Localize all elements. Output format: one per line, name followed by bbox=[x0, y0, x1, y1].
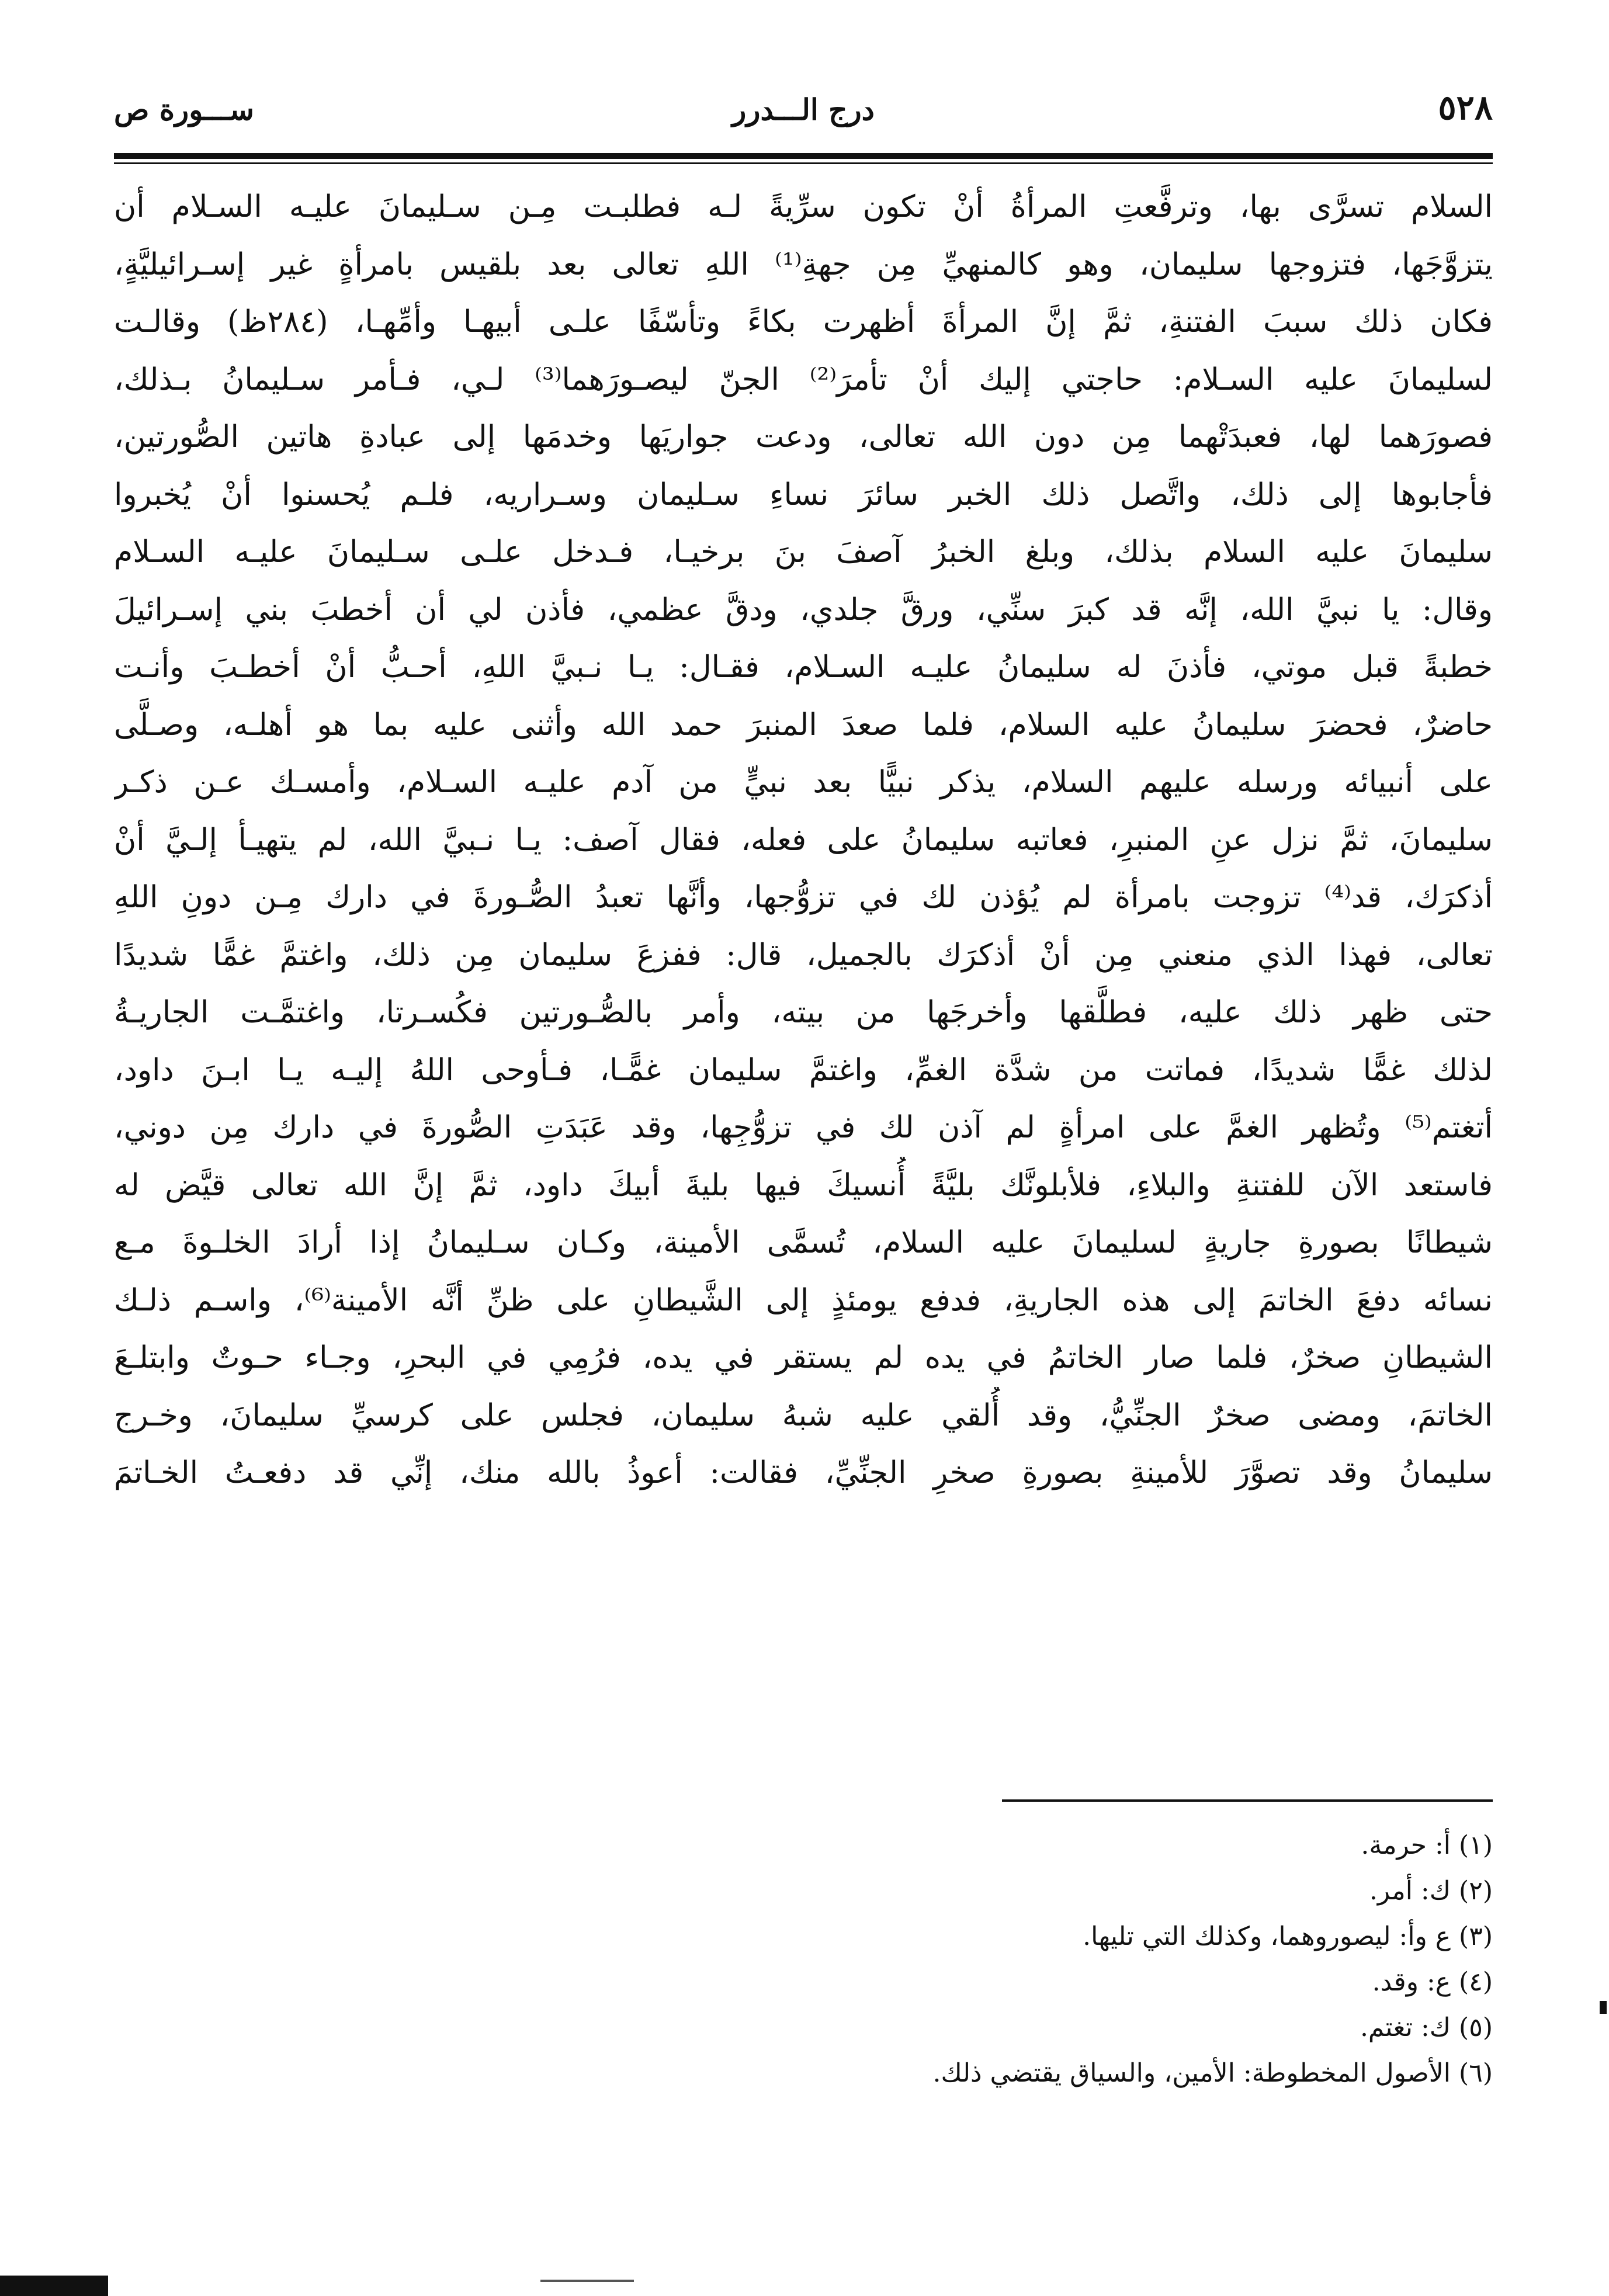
page-number: ٥٢٨ bbox=[1438, 88, 1493, 127]
footnote: (٤) ع: وقد. bbox=[1372, 1967, 1493, 1997]
text-line: نسائه دفعَ الخاتمَ إلى هذه الجاريةِ، فدفع يومئذٍ إلى الشَّيطانِ على ظنِّ أنَّه الأمينة⁽⁶⁾، واسـم ذلـك bbox=[114, 1282, 1493, 1318]
text-line: حتى ظهر ذلك عليه، فطلَّقها وأخرجَها من بيته، وأمر بالصُّـورتين فكُسـرتا، واغتمَّـت الجاريـةُ bbox=[114, 995, 1493, 1030]
text-line: وقال: يا نبيَّ الله، إنَّه قد كبرَ سنِّي، ورقَّ جلدي، ودقَّ عظمي، فأذن لي أن أخطبَ بني إسـرائيلَ bbox=[114, 592, 1493, 627]
body-text bbox=[114, 178, 1493, 1502]
text-line: أتغتم⁽⁵⁾ وتُظهر الغمَّ على امرأةٍ لم آذن لك في تزوُّجِها، وقد عَبَدَتِ الصُّورةَ في دارك مِن دوني، bbox=[114, 1110, 1493, 1145]
text-line: فأجابوها إلى ذلك، واتَّصل ذلك الخبر سائرَ نساءِ سـليمان وسـراريه، فلـم يُحسنوا أنْ يُخبروا bbox=[114, 477, 1493, 512]
footnote: (٣) ع وأ: ليصوروهما، وكذلك التي تليها. bbox=[1083, 1922, 1493, 1951]
footnote: (٢) ك: أمر. bbox=[1369, 1876, 1493, 1906]
text-line: شيطانًا بصورةِ جاريةٍ لسليمانَ عليه السلام، تُسمَّى الأمينة، وكـان سـليمانُ إذا أرادَ الخلـوةَ مـع bbox=[114, 1225, 1493, 1260]
scan-dot-mark bbox=[1600, 2001, 1607, 2014]
text-line: الخاتمَ، ومضى صخرٌ الجنِّيُّ، وقد أُلقي عليه شبهُ سليمان، فجلس على كرسيِّ سليمانَ، وخـرج bbox=[114, 1397, 1493, 1433]
text-line: الشيطانِ صخرٌ، فلما صار الخاتمُ في يده لم يستقر في يده، فرُمِي في البحرِ، وجـاء حـوتٌ وابتلـعَ bbox=[114, 1340, 1493, 1375]
footnotes bbox=[114, 1823, 1493, 2096]
text-line: سليمانُ وقد تصوَّرَ للأمينةِ بصورةِ صخرِ الجنِّيِّ، فقالت: أعوذُ بالله منك، إنِّي قد دفعـتُ الخـاتمَ bbox=[114, 1455, 1493, 1490]
text-line: سليمانَ، ثمَّ نزل عنِ المنبرِ، فعاتبه سليمانُ على فعله، فقال آصف: يـا نـبيَّ الله، لم يتهيـأ إلـيَّ أنْ bbox=[114, 822, 1493, 858]
header-rule-thick bbox=[114, 153, 1493, 159]
text-line: لسليمانَ عليه السـلام: حاجتي إليك أنْ تأمرَ⁽²⁾ الجنّ ليصـورَهما⁽³⁾ لـي، فـأمر سـليمانُ بـذلك، bbox=[114, 362, 1493, 397]
scan-dash-mark bbox=[540, 2280, 634, 2282]
text-line: حاضرٌ، فحضرَ سليمانُ عليه السلام، فلما صعدَ المنبرَ حمد الله وأثنى عليه بما هو أهلـه، وصـلَّى bbox=[114, 707, 1493, 743]
text-line: سليمانَ عليه السلام بذلك، وبلغ الخبرُ آصفَ بنَ برخيـا، فـدخل علـى سـليمانَ عليـه السـلام bbox=[114, 535, 1493, 570]
text-line: يتزوَّجَها، فتزوجها سليمان، وهو كالمنهيِّ مِن جهةِ⁽¹⁾ اللهِ تعالى بعد بلقيس بامرأةٍ غير إسـرائيليَّةٍ، bbox=[114, 247, 1493, 282]
footnote: (٥) ك: تغتم. bbox=[1360, 2013, 1493, 2042]
footnote: (١) أ: حرمة. bbox=[1361, 1830, 1493, 1860]
text-line: لذلك غمًّا شديدًا، فماتت من شدَّة الغمِّ، واغتمَّ سليمان غمًّـا، فـأوحى اللهُ إليـه يـا ابـنَ داود، bbox=[114, 1052, 1493, 1088]
scan-edge-mark bbox=[0, 2276, 108, 2296]
surah-title: ســـورة ص bbox=[114, 92, 254, 127]
book-title: درج الـــدرر bbox=[732, 92, 875, 127]
footnote-separator bbox=[1002, 1799, 1493, 1802]
header-rule-thin bbox=[114, 162, 1493, 164]
text-line: السلام تسرَّى بها، وترفَّعتِ المرأةُ أنْ تكون سرِّيةً لـه فطلبـت مِـن سـليمانَ عليـه السـلام أن bbox=[114, 189, 1493, 224]
text-line: فاستعد الآن للفتنةِ والبلاءِ، فلأبلونَّك بليَّةً أُنسيكَ فيها بليةَ أبيكَ داود، ثمَّ إنَّ الله تعالى قيَّض له bbox=[114, 1167, 1493, 1203]
page-header bbox=[114, 88, 1493, 152]
text-line: فصورَهما لها، فعبدَتْهما مِن دون الله تعالى، ودعت جواريَها وخدمَها إلى عبادةِ هاتين الصُّورتين، bbox=[114, 419, 1493, 455]
text-line: تعالى، فهذا الذي منعني مِن أنْ أذكرَك بالجميل، قال: ففزعَ سليمان مِن ذلك، واغتمَّ غمًّا شديدًا bbox=[114, 937, 1493, 973]
text-line: على أنبيائه ورسله عليهم السلام، يذكر نبيًّا بعد نبيٍّ من آدم عليـه السـلام، وأمسـك عـن ذكـر bbox=[114, 765, 1493, 800]
footnote: (٦) الأصول المخطوطة: الأمين، والسياق يقتضي ذلك. bbox=[932, 2058, 1493, 2088]
text-line: خطبةً قبل موتي، فأذنَ له سليمانُ عليـه السـلام، فقـال: يـا نـبيَّ اللهِ، أحـبُّ أنْ أخطـبَ وأنـت bbox=[114, 650, 1493, 685]
text-line: أذكرَك، قد⁽⁴⁾ تزوجت بامرأة لم يُؤذن لك في تزوُّجها، وأنَّها تعبدُ الصُّـورةَ في دارك مِـن دونِ اللهِ bbox=[114, 880, 1493, 915]
text-line: فكان ذلك سببَ الفتنةِ، ثمَّ إنَّ المرأةَ أظهرت بكاءً وتأسّفًا علـى أبيهـا وأمِّهـا، (٢٨٤ظ) وقالـت bbox=[114, 304, 1493, 339]
